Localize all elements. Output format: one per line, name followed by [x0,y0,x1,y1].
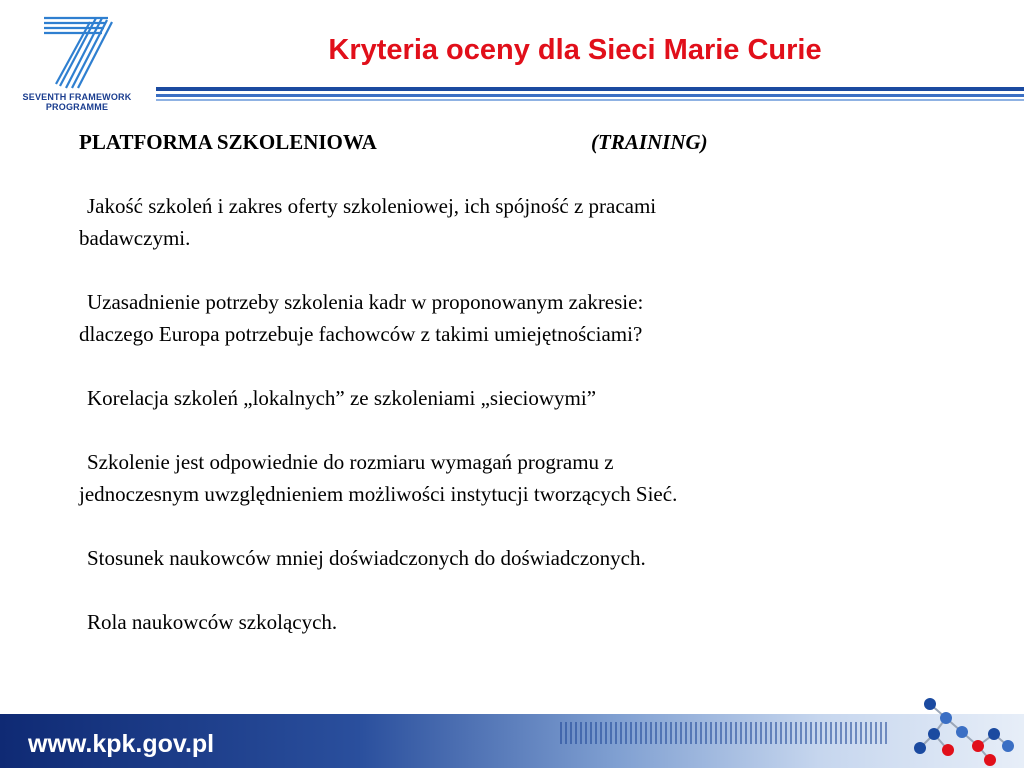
paragraph-line: Jakość szkoleń i zakres oferty szkoleniowej, ich spójność z pracami [87,194,657,218]
paragraph-line: jednoczesnym uwzględnieniem możliwości instytucji tworzących Sieć. [79,482,678,506]
logo-line-2: PROGRAMME [45,102,109,112]
footer-banner [0,694,1024,768]
criterion-paragraph [79,606,909,638]
criterion-paragraph [79,542,909,574]
criterion-paragraph [79,446,909,510]
section-heading: PLATFORMA SZKOLENIOWA [79,130,377,154]
slide-content [79,126,909,638]
footer-url-link[interactable]: www.kpk.gov.pl [28,730,215,758]
criterion-paragraph [79,382,909,414]
criterion-paragraph [79,286,909,350]
paragraph-line: Rola naukowców szkolących. [87,610,338,634]
paragraph-line: Szkolenie jest odpowiednie do rozmiaru wymagań programu z [87,450,614,474]
paragraph-line: dlaczego Europa potrzebuje fachowców z takimi umiejętnościami? [79,322,643,346]
footer-stripes [560,722,890,744]
paragraph-line: Uzasadnienie potrzeby szkolenia kadr w proponowanym zakresie: [87,290,644,314]
slide-title: Kryteria oceny dla Sieci Marie Curie [328,34,822,66]
logo-line-1: SEVENTH FRAMEWORK [22,92,132,102]
criterion-paragraph [79,190,909,254]
section-heading-tag: (TRAINING) [591,130,708,154]
fp7-logo-icon [42,12,114,90]
paragraph-line: badawczymi. [79,226,191,250]
header-divider [156,87,1024,107]
molecule-logo-icon [890,694,1020,768]
paragraph-line: Korelacja szkoleń „lokalnych” ze szkoleniami „sieciowymi” [87,386,597,410]
fp7-logo [12,12,142,122]
paragraph-line: Stosunek naukowców mniej doświadczonych do doświadczonych. [87,546,646,570]
